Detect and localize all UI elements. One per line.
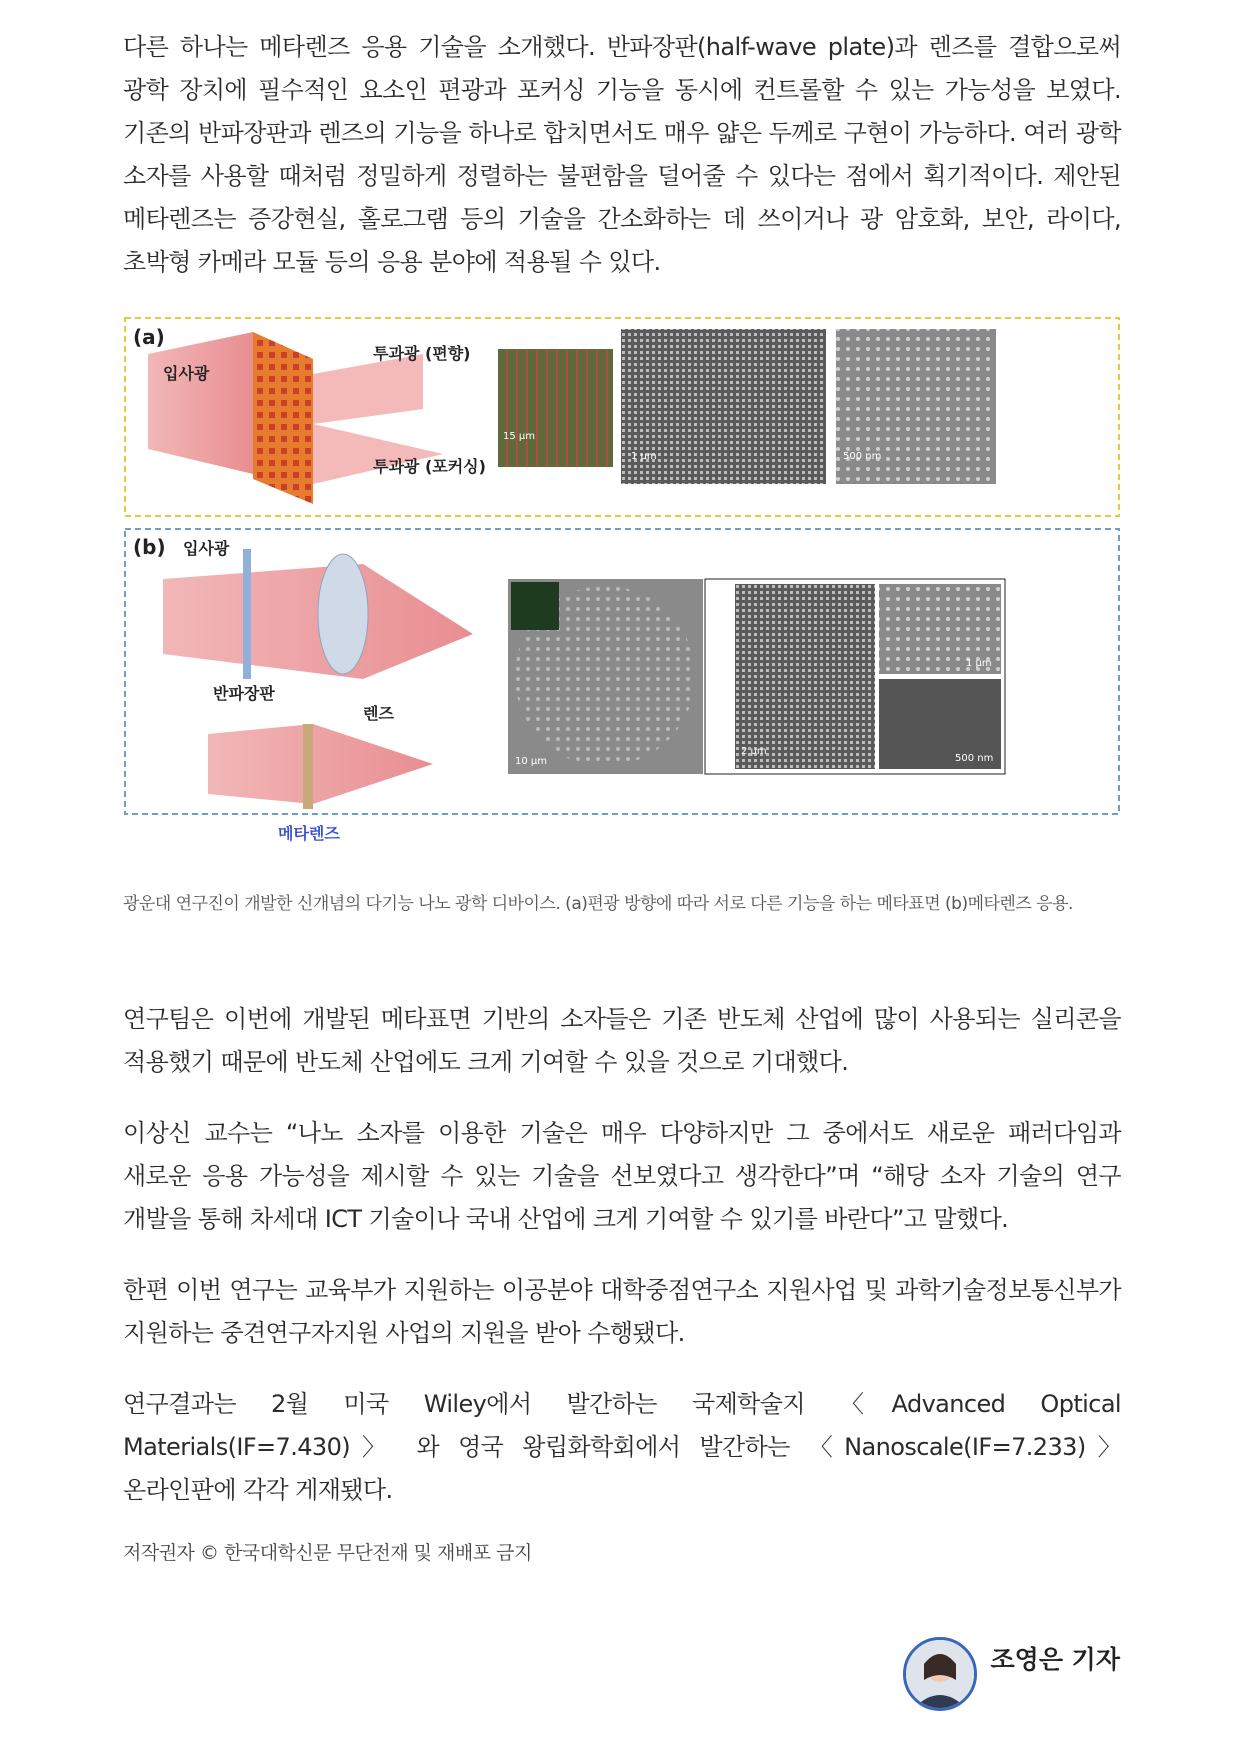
- scale-label: 1 μm: [631, 451, 657, 462]
- avatar[interactable]: [903, 1637, 977, 1711]
- incident-beam: [148, 332, 253, 474]
- figure-image: [123, 314, 1121, 864]
- scale-label: 15 μm: [503, 431, 536, 442]
- copyright-notice: 저작권자 © 한국대학신문 무단전재 및 재배포 금지: [123, 1542, 532, 1564]
- scale-label: 1 μm: [966, 658, 992, 669]
- panel-b-label: (b): [133, 535, 166, 559]
- lens-shape: [318, 554, 368, 674]
- article-paragraph: 다른 하나는 메타렌즈 응용 기술을 소개했다. 반파장판(half-wave plate)과 렌즈를 결합으로써 광학 장치에 필수적인 요소인 편광과 포커싱 기능을 동시에 컨트롤할 수 있는 가능성을 보였다. 기존의 반파장판과 렌즈의 기능을 하나로 합치면서도 매우 얇은 두께로 구현이 가능하다. 여러 광학 소자를 사용할 때처럼 정밀하게 정렬하는 불편함을 덜어줄 수 있다는 점에서 획기적이다. 제안된 메타렌즈는 증강현실, 홀로그램 등의 기술을 간소화하는 데 쓰이거나 광 암호화, 보안, 라이다, 초박형 카메라 모듈 등의 응용 분야에 적용될 수 있다.: [123, 33, 1121, 276]
- lens-label: 렌즈: [363, 704, 394, 723]
- inset-image: [511, 582, 559, 630]
- article-paragraph: 한편 이번 연구는 교육부가 지원하는 이공분야 대학중점연구소 지원사업 및 과학기술정보통신부가 지원하는 중견연구자지원 사업의 지원을 받아 수행됐다.: [123, 1276, 1121, 1347]
- scale-label: 10 μm: [515, 756, 548, 767]
- metalens-shape: [303, 724, 313, 809]
- reporter-name[interactable]: 조영은 기자: [990, 1645, 1120, 1674]
- half-wave-plate-label: 반파장판: [213, 684, 275, 703]
- article-body: [123, 26, 1121, 1565]
- reporter-byline[interactable]: [903, 1637, 1120, 1711]
- article-paragraph: 이상신 교수는 “나노 소자를 이용한 기술은 매우 다양하지만 그 중에서도 새로운 패러다임과 새로운 응용 가능성을 제시할 수 있는 기술을 선보였다고 생각한다”며 “해당 소자 기술의 연구 개발을 통해 차세대 ICT 기술이나 국내 산업에 크게 기여할 수 있기를 바란다”고 말했다.: [123, 1119, 1121, 1233]
- metasurface: [253, 332, 313, 504]
- scale-label: 2 μm: [741, 746, 767, 757]
- article-paragraph: 연구결과는 2월 미국 Wiley에서 발간하는 국제학술지 〈Advanced Optical Materials(IF=7.430)〉 와 영국 왕립화학회에서 발간하는 〈Nanoscale(IF=7.233)〉 온라인판에 각각 게재됐다.: [123, 1390, 1121, 1504]
- incident-light-label: 입사광: [163, 364, 210, 383]
- person-icon: [906, 1640, 974, 1708]
- half-wave-plate-shape: [243, 549, 251, 679]
- sem-image-b2: [735, 584, 875, 769]
- scale-label: 500 nm: [955, 753, 994, 764]
- transmitted-focusing-label: 투과광 (포커싱): [373, 457, 486, 476]
- article-paragraph: 연구팀은 이번에 개발된 메타표면 기반의 소자들은 기존 반도체 산업에 많이 사용되는 실리콘을 적용했기 때문에 반도체 산업에도 크게 기여할 수 있을 것으로 기대했다.: [123, 1005, 1121, 1076]
- optical-image-a: [498, 349, 613, 467]
- panel-a-label: (a): [133, 325, 165, 349]
- scale-label: 500 nm: [843, 451, 882, 462]
- article-figure: [123, 314, 1121, 864]
- metalens-label: 메타렌즈: [278, 824, 340, 843]
- figure-caption: 광운대 연구진이 개발한 신개념의 다기능 나노 광학 디바이스. (a)편광 방향에 따라 서로 다른 기능을 하는 메타표면 (b)메타렌즈 응용.: [123, 894, 1073, 914]
- incident-light-label: 입사광: [183, 539, 230, 558]
- transmitted-polarization-label: 투과광 (편향): [373, 344, 471, 363]
